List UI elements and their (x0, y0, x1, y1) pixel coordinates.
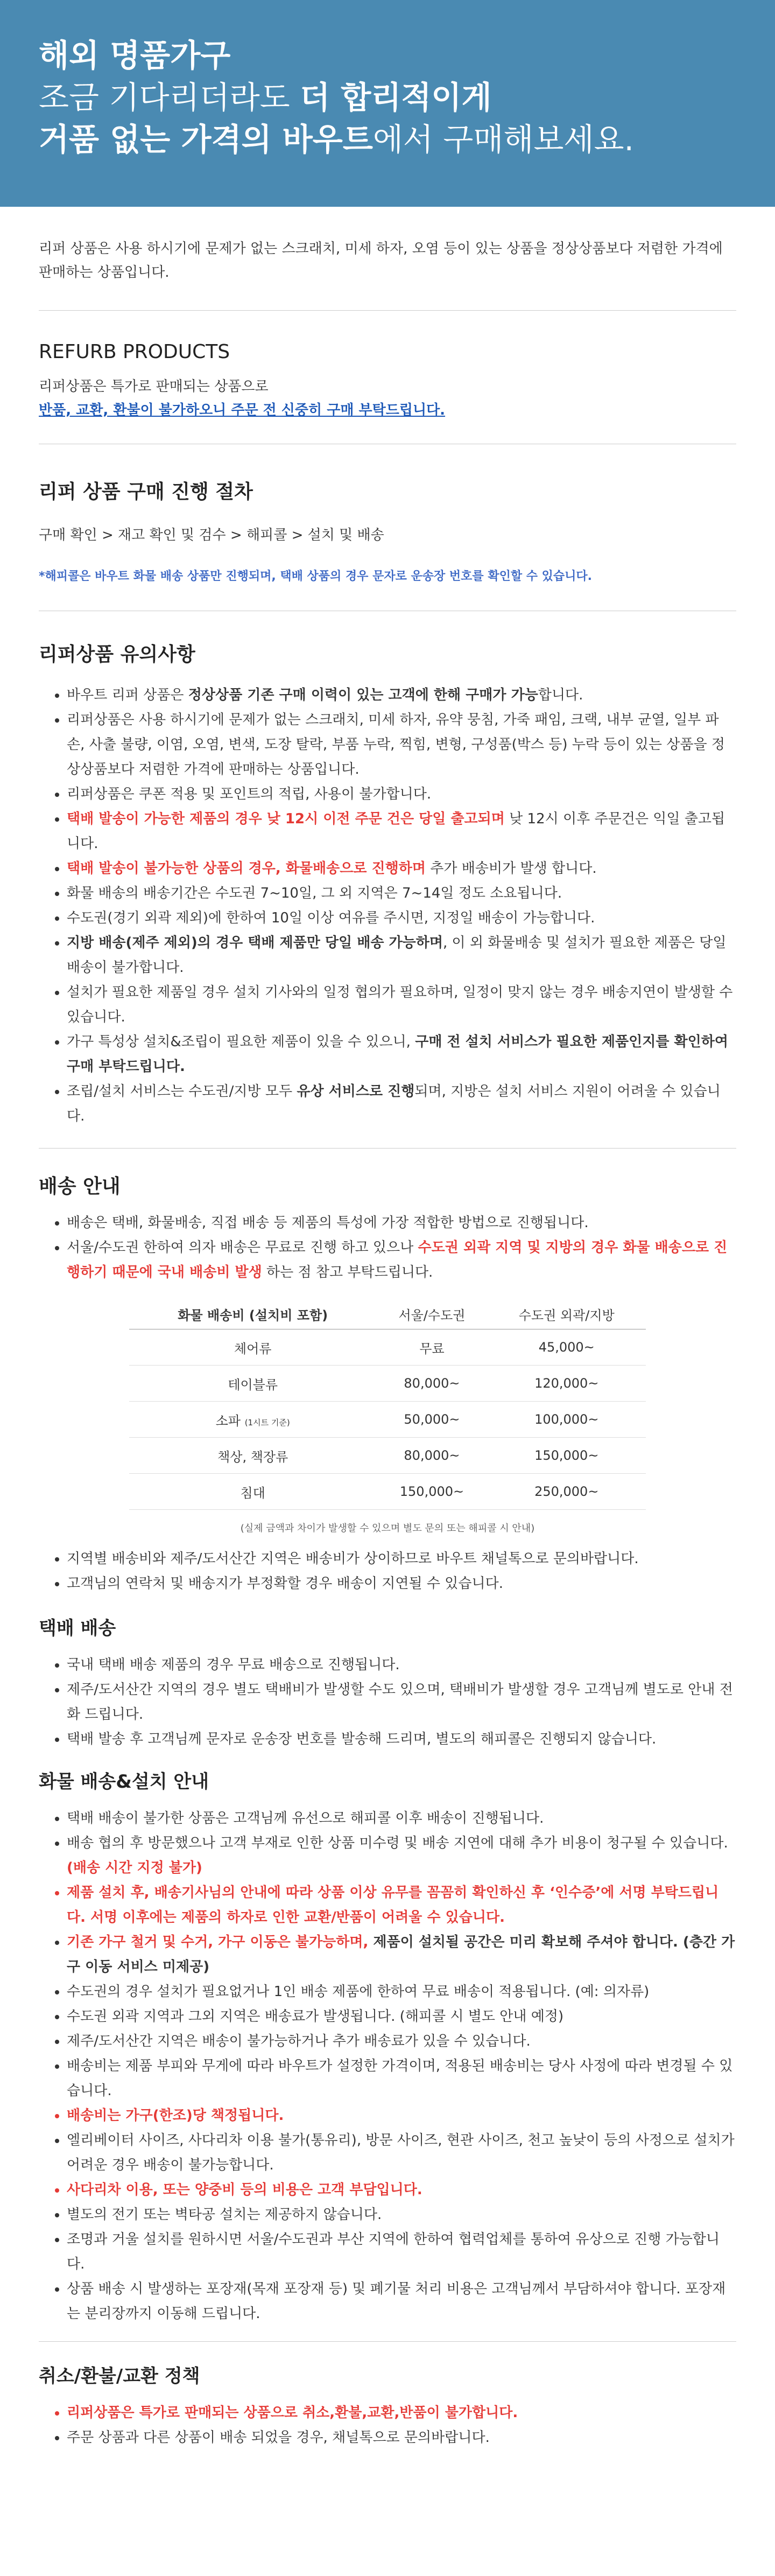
table-row: 체어류 무료 45,000~ (129, 1329, 646, 1366)
list-item: • 지방 배송(제주 제외)의 경우 택배 제품만 당일 배송 가능하며, 이 외 화물배송 및 설치가 필요한 제품은 당일 배송이 불가합니다. (67, 930, 736, 980)
cautions-list (39, 683, 736, 1129)
list-item: • 설치가 필요한 제품일 경우 설치 기사와의 일정 협의가 필요하며, 일정이 맞지 않는 경우 배송지연이 발생할 수 있습니다. (67, 980, 736, 1030)
list-item: • 사다리차 이용, 또는 양중비 등의 비용은 고객 부담입니다. (67, 2178, 736, 2202)
hero-line-2: 조금 기다리더라도 더 합리적이게 (39, 79, 492, 116)
policy-list (39, 2400, 736, 2450)
list-item: • 배송은 택배, 화물배송, 직접 배송 등 제품의 특성에 가장 적합한 방법으로 진행됩니다. (67, 1210, 736, 1235)
parcel-title: 택배 배송 (39, 1618, 116, 1639)
table-header: 수도권 외곽/지방 (488, 1299, 646, 1329)
table-header: 화물 배송비 (설치비 포함) (129, 1299, 376, 1329)
list-item: • 고객님의 연락처 및 배송지가 부정확할 경우 배송이 지연될 수 있습니다. (67, 1571, 736, 1596)
list-item: • 국내 택배 배송 제품의 경우 무료 배송으로 진행됩니다. (67, 1653, 736, 1677)
table-row: 책상, 책장류 80,000~ 150,000~ (129, 1438, 646, 1474)
refurb-title: REFURB PRODUCTS (39, 341, 230, 363)
cautions-section (39, 611, 736, 1149)
list-item: • 화물 배송의 배송기간은 수도권 7~10일, 그 외 지역은 7~14일 정도 소요됩니다. (67, 881, 736, 906)
refurb-line-1: 리퍼상품은 특가로 판매되는 상품으로 (39, 379, 269, 395)
shipping-list-2 (39, 1546, 736, 1596)
list-item: • 제품 설치 후, 배송기사님의 안내에 따라 상품 이상 유무를 꼼꼼히 확인하신 후 ‘인수증’에 서명 부탁드립니다. 서명 이후에는 제품의 하자로 인한 교환/반품이 어려울 수 있습니다. (67, 1880, 736, 1930)
list-item: • 제주/도서산간 지역은 배송이 불가능하거나 추가 배송료가 있을 수 있습니다. (67, 2029, 736, 2054)
list-item: • 조립/설치 서비스는 수도권/지방 모두 유상 서비스로 진행되며, 지방은 설치 서비스 지원이 어려울 수 있습니다. (67, 1079, 736, 1129)
list-item: • 조명과 거울 설치를 원하시면 서울/수도권과 부산 지역에 한하여 협력업체를 통하여 유상으로 진행 가능합니다. (67, 2227, 736, 2277)
list-item: • 택배 배송이 불가한 상품은 고객님께 유선으로 해피콜 이후 배송이 진행됩니다. (67, 1806, 736, 1831)
intro-text: 리퍼 상품은 사용 하시기에 문제가 없는 스크래치, 미세 하자, 오염 등이 있는 상품을 정상상품보다 저렴한 가격에 판매하는 상품입니다. (39, 207, 736, 311)
freight-list (39, 1806, 736, 2326)
list-item: • 리퍼상품은 쿠폰 적용 및 포인트의 적립, 사용이 불가합니다. (67, 782, 736, 807)
policy-title: 취소/환불/교환 정책 (39, 2365, 200, 2387)
parcel-list (39, 1653, 736, 1752)
list-item: • 배송 협의 후 방문했으나 고객 부재로 인한 상품 미수령 및 배송 지연에 대해 추가 비용이 청구될 수 있습니다. (배송 시간 지정 불가) (67, 1831, 736, 1880)
list-item: • 주문 상품과 다른 상품이 배송 되었을 경우, 채널톡으로 문의바랍니다. (67, 2425, 736, 2450)
hero-line-3: 거품 없는 가격의 바우트에서 구매해보세요. (39, 121, 634, 158)
shipping-section (39, 1149, 736, 1605)
cautions-title: 리퍼상품 유의사항 (39, 643, 195, 666)
list-item: • 별도의 전기 또는 벽타공 설치는 제공하지 않습니다. (67, 2202, 736, 2227)
freight-section (39, 1758, 736, 2342)
list-item: • 상품 배송 시 발생하는 포장재(목재 포장재 등) 및 폐기물 처리 비용은 고객님께서 부담하셔야 합니다. 포장재는 분리장까지 이동해 드립니다. (67, 2277, 736, 2326)
shipping-title: 배송 안내 (39, 1175, 121, 1198)
list-item: • 수도권의 경우 설치가 필요없거나 1인 배송 제품에 한하여 무료 배송이 적용됩니다. (예: 의자류) (67, 1979, 736, 2004)
list-item: • 택배 발송 후 고객님께 문자로 운송장 번호를 발송해 드리며, 별도의 해피콜은 진행되지 않습니다. (67, 1727, 736, 1752)
refurb-warning: 반품, 교환, 환불이 불가하오니 주문 전 신중히 구매 부탁드립니다. (39, 402, 446, 418)
parcel-section (39, 1605, 736, 1758)
process-steps: 구매 확인 > 재고 확인 및 검수 > 해피콜 > 설치 및 배송 (39, 527, 384, 543)
table-note: (실제 금액과 차이가 발생할 수 있으며 별도 문의 또는 해피콜 시 안내) (240, 1523, 535, 1534)
process-title: 리퍼 상품 구매 진행 절차 (39, 481, 253, 503)
process-section (39, 444, 736, 611)
table-header: 서울/수도권 (376, 1299, 487, 1329)
policy-section (39, 2342, 736, 2450)
list-item: • 배송비는 제품 부피와 무게에 따라 바우트가 설정한 가격이며, 적용된 배송비는 당사 사정에 따라 변경될 수 있습니다. (67, 2054, 736, 2103)
list-item: • 수도권 외곽 지역과 그외 지역은 배송료가 발생됩니다. (해피콜 시 별도 안내 예정) (67, 2004, 736, 2029)
shipping-list (39, 1210, 736, 1285)
list-item: • 서울/수도권 한하여 의자 배송은 무료로 진행 하고 있으나 수도권 외곽 지역 및 지방의 경우 화물 배송으로 진행하기 때문에 국내 배송비 발생 하는 점 참고 부탁드립니다. (67, 1235, 736, 1285)
list-item: • 배송비는 가구(한조)당 책정됩니다. (67, 2103, 736, 2128)
hero-banner (0, 0, 775, 207)
table-row: 소파 (1시트 기준) 50,000~ 100,000~ (129, 1402, 646, 1438)
list-item: • 수도권(경기 외곽 제외)에 한하여 10일 이상 여유를 주시면, 지정일 배송이 가능합니다. (67, 906, 736, 930)
table-row: 테이블류 80,000~ 120,000~ (129, 1366, 646, 1402)
list-item: • 엘리베이터 사이즈, 사다리차 이용 불가(통유리), 방문 사이즈, 현관 사이즈, 천고 높낮이 등의 사정으로 설치가 어려운 경우 배송이 불가능합니다. (67, 2128, 736, 2178)
refurb-section (39, 311, 736, 444)
list-item: • 가구 특성상 설치&조립이 필요한 제품이 있을 수 있으니, 구매 전 설치 서비스가 필요한 제품인지를 확인하여 구매 부탁드립니다. (67, 1030, 736, 1079)
shipping-fee-table (39, 1299, 736, 1535)
hero-title: 해외 명품가구 (39, 37, 231, 74)
list-item: • 리퍼상품은 특가로 판매되는 상품으로 취소,환불,교환,반품이 불가합니다. (67, 2400, 736, 2425)
list-item: • 제주/도서산간 지역의 경우 별도 택배비가 발생할 수도 있으며, 택배비가 발생할 경우 고객님께 별도로 안내 전화 드립니다. (67, 1677, 736, 1727)
table-row: 침대 150,000~ 250,000~ (129, 1474, 646, 1510)
list-item: • 바우트 리퍼 상품은 정상상품 기존 구매 이력이 있는 고객에 한해 구매가 가능합니다. (67, 683, 736, 708)
list-item: • 리퍼상품은 사용 하시기에 문제가 없는 스크래치, 미세 하자, 유약 뭉침, 가죽 패임, 크랙, 내부 균열, 일부 파손, 사출 불량, 이염, 오염, 변색, 도장 탈락, 부품 누락, 찍힘, 변형, 구성품(박스 등) 누락 등이 있는 상품을 정상상품보다 저렴한 가격에 판매하는 상품입니다. (67, 708, 736, 782)
list-item: • 지역별 배송비와 제주/도서산간 지역은 배송비가 상이하므로 바우트 채널톡으로 문의바랍니다. (67, 1546, 736, 1571)
list-item: • 택배 발송이 불가능한 상품의 경우, 화물배송으로 진행하며 추가 배송비가 발생 합니다. (67, 856, 736, 881)
list-item: • 기존 가구 철거 및 수거, 가구 이동은 불가능하며, 제품이 설치될 공간은 미리 확보해 주셔야 합니다. (층간 가구 이동 서비스 미제공) (67, 1930, 736, 1979)
process-note: *해피콜은 바우트 화물 배송 상품만 진행되며, 택배 상품의 경우 문자로 운송장 번호를 확인할 수 있습니다. (39, 570, 593, 583)
list-item: • 택배 발송이 가능한 제품의 경우 낮 12시 이전 주문 건은 당일 출고되며 낮 12시 이후 주문건은 익일 출고됩니다. (67, 807, 736, 856)
freight-title: 화물 배송&설치 안내 (39, 1771, 209, 1793)
